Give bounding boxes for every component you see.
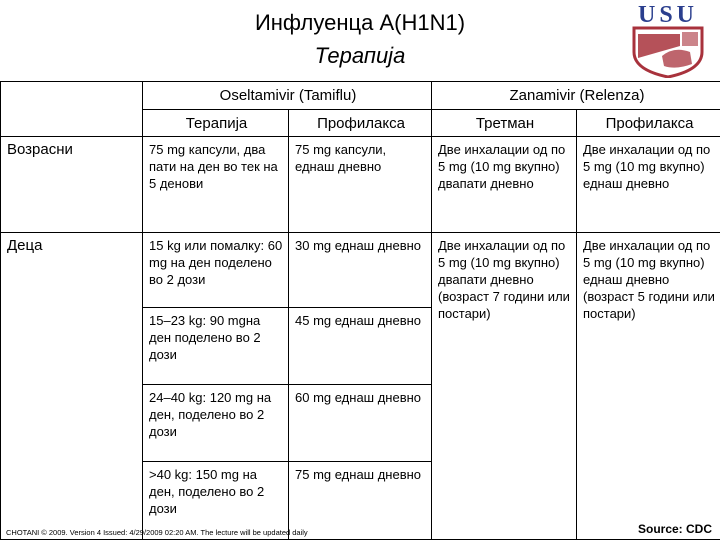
adults-osel-prophylaxis: 75 mg капсули, еднаш дневно [289,137,432,233]
adults-osel-therapy: 75 mg капсули, два пати на ден во тек на 5 денови [143,137,289,233]
zan-treatment-header: Третман [432,110,577,137]
osel-prophylaxis-header: Профилакса [289,110,432,137]
corner-cell [1,82,143,137]
children-zan-prophylaxis-note: (возраст 5 години или постари) [583,289,715,321]
children-osel-prophylaxis: 45 mg еднаш дневно [289,308,432,385]
children-zan-treatment-note: (возраст 7 години или постари) [438,289,570,321]
osel-therapy-header: Терапија [143,110,289,137]
children-osel-prophylaxis: 30 mg еднаш дневно [289,233,432,308]
usu-logo-text: USU [637,2,699,28]
source-credit: Source: CDC [637,522,712,536]
children-osel-therapy: >40 kg: 150 mg на ден, поделено во 2 дози [143,462,289,540]
slide-subtitle: Терапија [314,43,406,68]
treatment-table [0,81,720,540]
children-zan-prophylaxis-text: Две инхалации од по 5 mg (10 mg вкупно) еднаш дневно [583,238,711,287]
children-osel-prophylaxis: 60 mg еднаш дневно [289,385,432,462]
adults-label: Возрасни [1,137,143,233]
children-zan-treatment-text: Две инхалации од по 5 mg (10 mg вкупно) двапати дневно [438,238,566,287]
adults-zan-prophylaxis: Две инхалации од по 5 mg (10 mg вкупно) еднаш дневно [577,137,720,233]
children-osel-prophylaxis: 75 mg еднаш дневно [289,462,432,540]
children-label: Деца [1,233,143,540]
slide-title: Инфлуенца A(H1N1) [254,10,466,35]
zanamivir-header: Zanamivir (Relenza) [432,82,720,110]
zan-prophylaxis-header: Профилакса [577,110,720,137]
children-zan-prophylaxis [577,233,720,540]
children-osel-therapy: 15 kg или помалку: 60 mg на ден поделено во 2 дози [143,233,289,308]
footer-note: CHOTANI © 2009. Version 4 Issued: 4/29/2009 02:20 AM. The lecture will be updated daily [6,528,308,537]
children-osel-therapy: 15–23 kg: 90 mgна ден поделено во 2 дози [143,308,289,385]
usu-logo [622,0,714,78]
children-osel-therapy: 24–40 kg: 120 mg на ден, поделено во 2 дози [143,385,289,462]
adults-zan-treatment: Две инхалации од по 5 mg (10 mg вкупно) двапати дневно [432,137,577,233]
oseltamivir-header: Oseltamivir (Tamiflu) [143,82,432,110]
children-zan-treatment [432,233,577,540]
